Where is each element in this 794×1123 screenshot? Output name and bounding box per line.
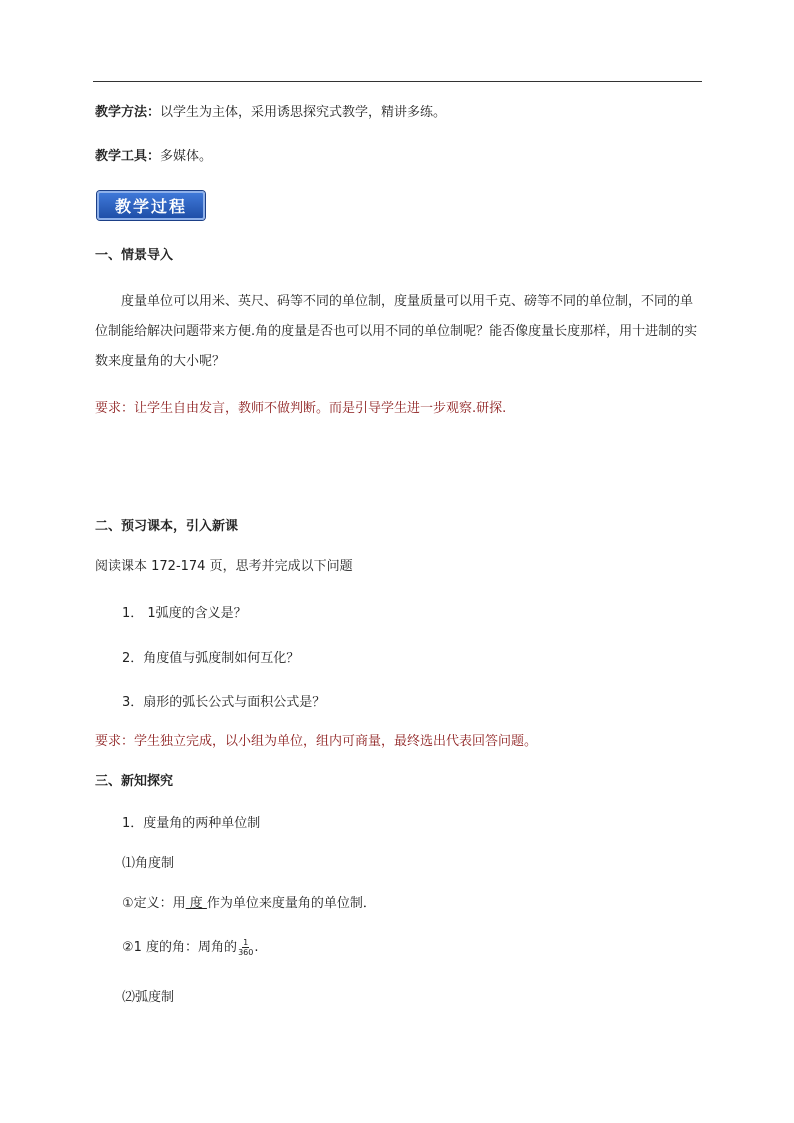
section3-item1: ⑴角度制	[122, 856, 175, 871]
section2-requirement: 要求：学生独立完成，以小组为单位，组内可商量，最终选出代表回答问题。	[95, 734, 538, 749]
one-degree-suffix: .	[254, 940, 259, 955]
fraction-denominator: 360	[238, 948, 254, 957]
one-degree-prefix: ②1 度的角：周角的	[122, 940, 238, 955]
section1-title: 一、情景导入	[95, 248, 174, 263]
section2-intro: 阅读课本 172-174 页，思考并完成以下问题	[95, 559, 353, 574]
question-2: 2．角度值与弧度制如何互化？	[122, 651, 300, 666]
section3-title: 三、新知探究	[95, 774, 174, 789]
definition-prefix: ①定义：用	[122, 896, 186, 911]
teaching-tools-text: 多媒体。	[160, 149, 213, 164]
section2-title: 二、预习课本，引入新课	[95, 519, 239, 534]
fraction-numerator: 1	[243, 938, 249, 947]
header-rule	[93, 81, 702, 82]
fraction-1-360	[238, 938, 253, 957]
teaching-methods-text: 以学生为主体，采用诱思探究式教学，精讲多练。	[160, 105, 447, 120]
teaching-tools-label: 教学工具：	[95, 149, 161, 164]
process-badge: 教学过程	[97, 191, 205, 220]
teaching-methods	[95, 104, 446, 122]
section1-paragraph-text: 度量单位可以用米、英尺、码等不同的单位制，度量质量可以用千克、磅等不同的单位制，不同的单位制能给解决问题带来方便.角的度量是否也可以用不同的单位制呢？能否像度量长度那样，用十进制的实数来度量角的大小呢？	[95, 294, 698, 369]
question-3: 3．扇形的弧长公式与面积公式是？	[122, 695, 326, 710]
definition-blank: 度	[185, 896, 207, 911]
question-1: 1． 1弧度的含义是？	[122, 606, 247, 621]
one-degree-line	[122, 938, 258, 957]
teaching-methods-label: 教学方法：	[95, 105, 161, 120]
definition-line	[122, 895, 376, 913]
section1-requirement: 要求：让学生自由发言，教师不做判断。而是引导学生进一步观察.研探.	[95, 401, 507, 416]
section1-paragraph	[95, 287, 705, 377]
section3-sub1: 1．度量角的两种单位制	[122, 816, 261, 831]
teaching-tools	[95, 148, 212, 166]
definition-suffix: 作为单位来度量角的单位制．	[206, 896, 376, 911]
section3-item2: ⑵弧度制	[122, 990, 175, 1005]
